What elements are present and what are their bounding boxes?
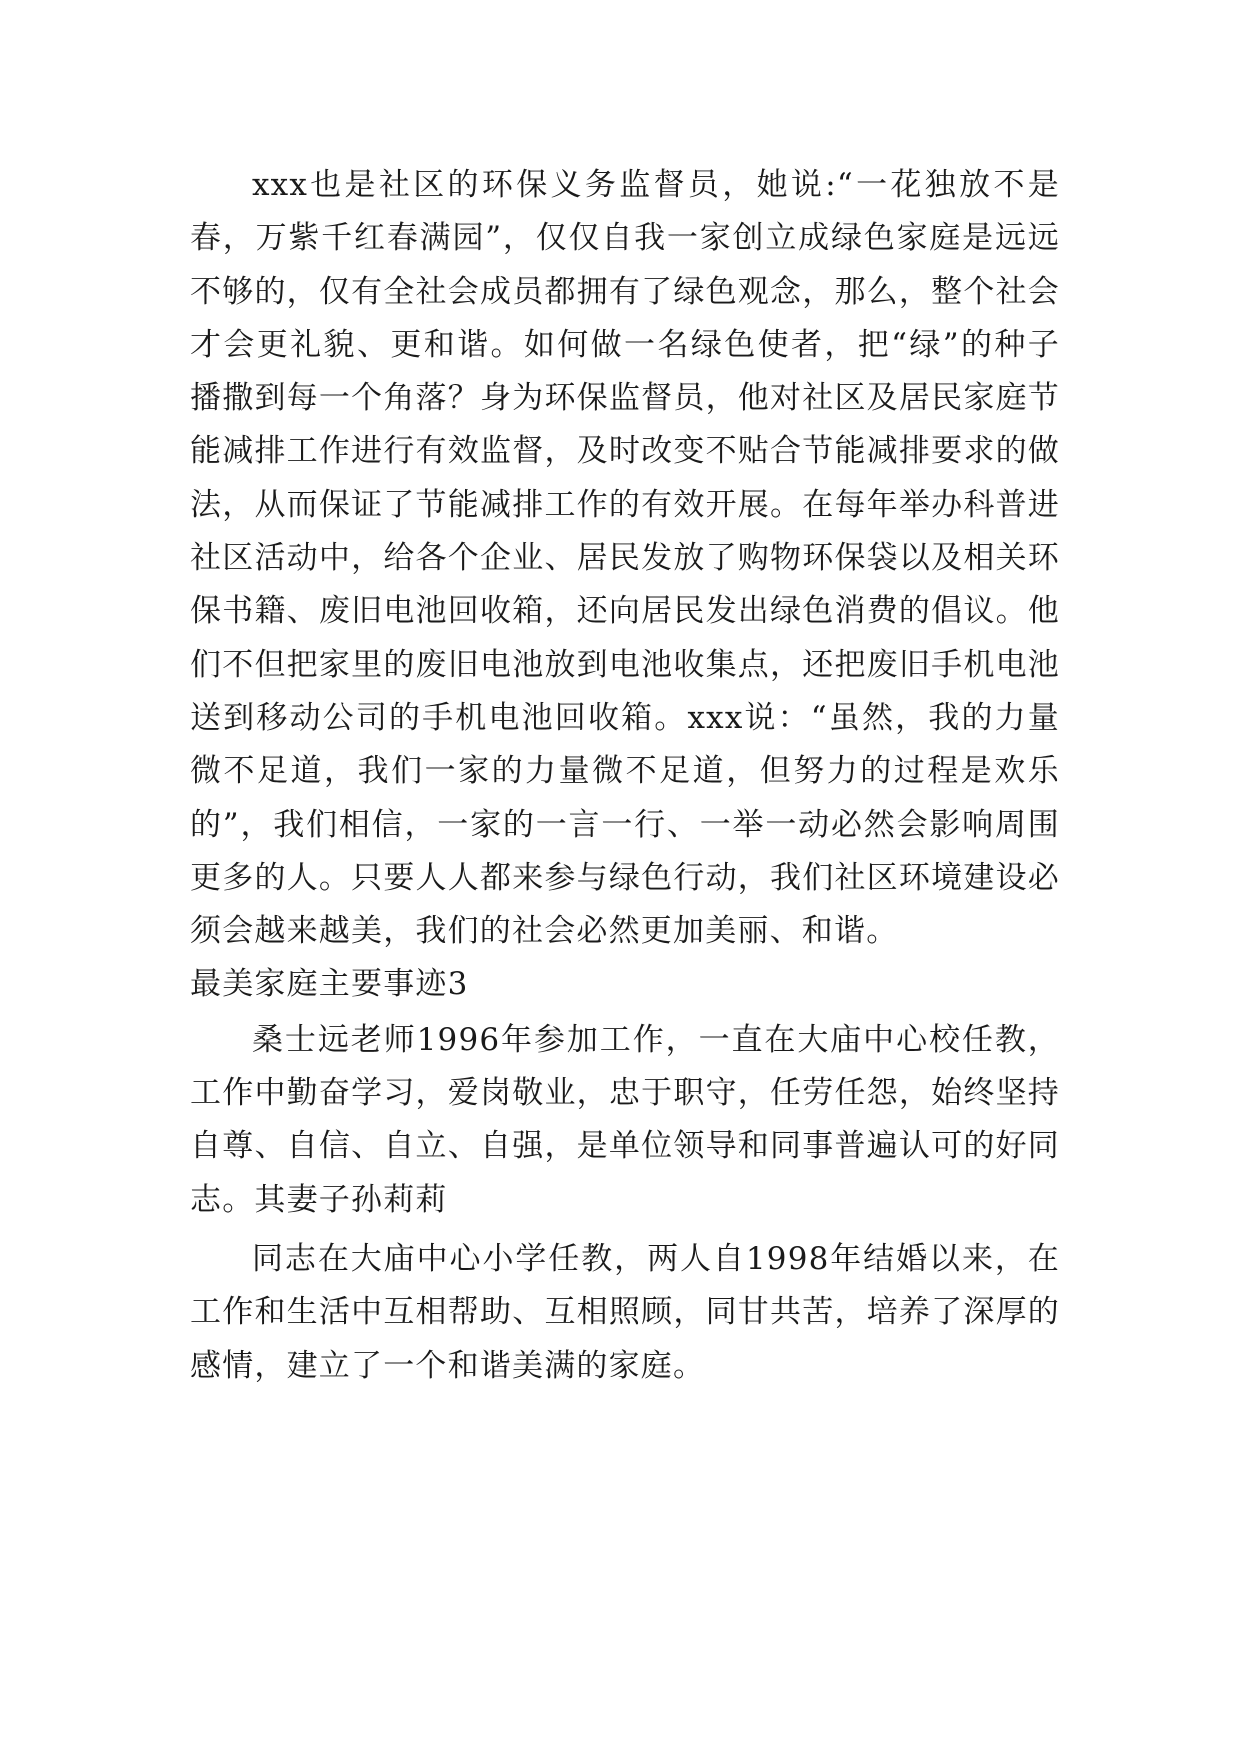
paragraph-teacher-sang: 桑士远老师1996年参加工作，一直在大庙中心校任教，工作中勤奋学习，爱岗敬业，忠于职守，任劳任怨，始终坚持自尊、自信、自立、自强，是单位领导和同事普遍认可的好同志。其妻子孙莉莉 (190, 1021, 1060, 1218)
paragraph-environmental-supervisor: xxx也是社区的环保义务监督员，她说:“一花独放不是春，万紫千红春满园”，仅仅自我一家创立成绿色家庭是远远不够的，仅有全社会成员都拥有了绿色观念，那么，整个社会才会更礼貌、更和谐。如何做一名绿色使者，把“绿”的种子播撒到每一个角落？身为环保监督员，他对社区及居民家庭节能减排工作进行有效监督，及时改变不贴合节能减排要求的做法，从而保证了节能减排工作的有效开展。在每年举办科普进社区活动中，给各个企业、居民发放了购物环保袋以及相关环保书籍、废旧电池回收箱，还向居民发出绿色消费的倡议。他们不但把家里的废旧电池放到电池收集点，还把废旧手机电池送到移动公司的手机电池回收箱。xxx说：“虽然，我的力量微不足道，我们一家的力量微不足道，但努力的过程是欢乐的”，我们相信，一家的一言一行、一举一动必然会影响周围更多的人。只要人人都来参与绿色行动，我们社区环境建设必须会越来越美，我们的社会必然更加美丽、和谐。 (190, 167, 1060, 950)
document-body (190, 159, 1060, 1393)
paragraph-marriage: 同志在大庙中心小学任教，两人自1998年结婚以来，在工作和生活中互相帮助、互相照顾，同甘共苦，培养了深厚的感情，建立了一个和谐美满的家庭。 (190, 1240, 1060, 1384)
section-heading: 最美家庭主要事迹3 (190, 966, 469, 1003)
